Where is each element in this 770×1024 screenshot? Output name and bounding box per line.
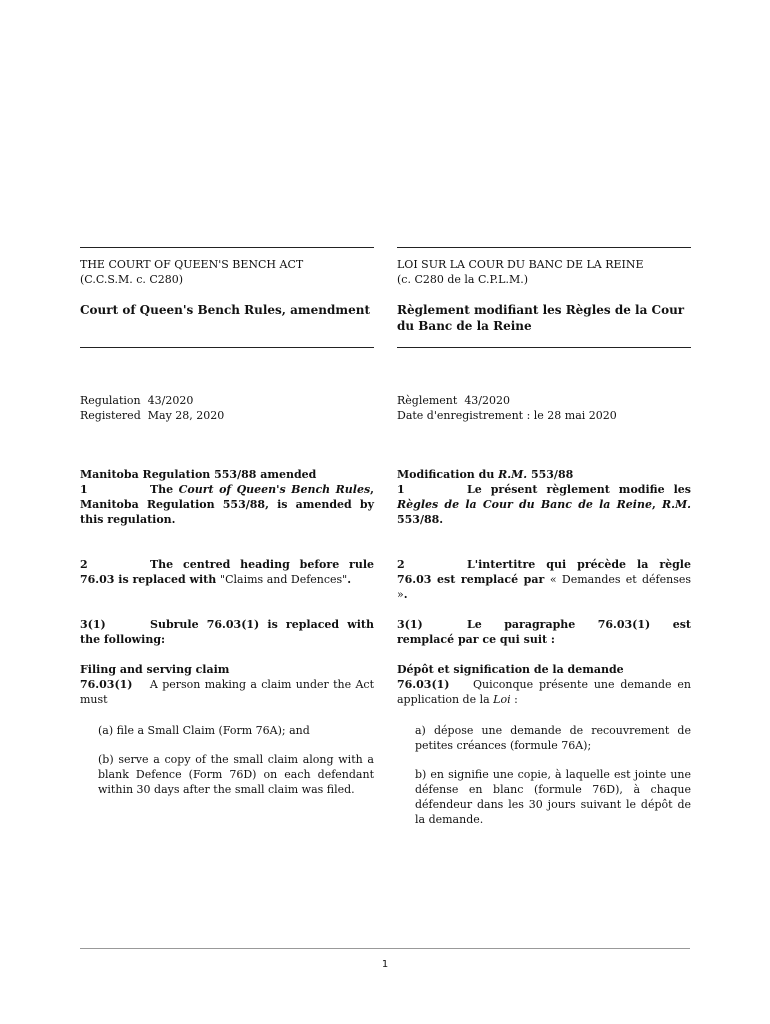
en-act-name: THE COURT OF QUEEN'S BENCH ACT — [80, 258, 304, 271]
header-rule-left-top — [80, 247, 374, 248]
fr-item-b: b) en signifie une copie, à laquelle est jointe une défense en blanc (formule 76D), à chaque défendeur dans les 30 jours suivant le dépôt de la demande. — [415, 768, 691, 826]
fr-rule-text-pre: Quiconque présente une demande en application de la — [397, 678, 691, 706]
fr-act-name: LOI SUR LA COUR DU BANC DE LA REINE — [397, 258, 644, 271]
en-registered-value: May 28, 2020 — [147, 409, 225, 422]
en-s1-heading: Manitoba Regulation 553/88 amended — [80, 468, 317, 481]
en-s1-text-post: , Manitoba Regulation 553/88, is amended by this regulation. — [80, 483, 374, 526]
en-reg-label: Regulation — [80, 394, 141, 407]
fr-s2-quote: « Demandes et défenses » — [397, 573, 692, 601]
en-rule-text: A person making a claim under the Act must — [80, 678, 374, 706]
en-s1-text-pre: The — [150, 483, 179, 496]
fr-rule-text-post: : — [510, 693, 518, 706]
footer-rule — [80, 948, 690, 949]
fr-rule-num: 76.03(1) — [397, 678, 450, 691]
en-s3-text: Subrule 76.03(1) is replaced with the following: — [80, 618, 374, 646]
fr-s1-heading-post: 553/88 — [527, 468, 574, 481]
en-sub-heading: Filing and serving claim — [80, 663, 230, 676]
en-item-b: (b) serve a copy of the small claim along with a blank Defence (Form 76D) on each defendant within 30 days after the small claim was filed. — [98, 753, 374, 796]
fr-s1-heading — [397, 467, 691, 482]
fr-s1-comma: , — [651, 498, 663, 511]
en-s2-text: The centred heading before rule 76.03 is replaced with — [80, 558, 374, 586]
en-rule-block — [80, 662, 374, 707]
fr-s3-num: 3(1) — [397, 618, 423, 631]
fr-section-1 — [397, 467, 691, 527]
en-regulation-info — [80, 393, 374, 423]
en-section-1 — [80, 467, 374, 527]
fr-s1-text-post: 553/88. — [397, 513, 444, 526]
header-rule-left-bottom — [80, 347, 374, 348]
en-s1-italic: Court of Queen's Bench Rules — [178, 483, 371, 496]
en-reg-value: 43/2020 — [147, 394, 194, 407]
en-section-3 — [80, 617, 374, 647]
header-rule-right-bottom — [397, 347, 691, 348]
en-s2-num: 2 — [80, 558, 88, 571]
fr-s1-italic: Règles de la Cour du Banc de la Reine — [397, 498, 652, 511]
en-rule-num: 76.03(1) — [80, 678, 133, 691]
en-s2-period: . — [347, 573, 352, 586]
en-title: Court of Queen's Bench Rules, amendment — [80, 303, 370, 317]
fr-s1-heading-pre: Modification du — [397, 468, 499, 481]
en-act-ref: (C.C.S.M. c. C280) — [80, 273, 184, 286]
en-item-a: (a) file a Small Claim (Form 76A); and — [98, 724, 310, 737]
fr-s1-num: 1 — [397, 483, 405, 496]
en-registered-label: Registered — [80, 409, 141, 422]
fr-s2-text: L'intertitre qui précède la règle 76.03 est remplacé par — [397, 558, 691, 586]
fr-s3-text: Le paragraphe 76.03(1) est remplacé par ce qui suit : — [397, 618, 691, 646]
page-number: 1 — [381, 959, 389, 970]
fr-act-heading — [397, 257, 691, 287]
fr-title: Règlement modifiant les Règles de la Cour du Banc de la Reine — [397, 303, 685, 333]
fr-rule-block — [397, 662, 691, 707]
en-s3-num: 3(1) — [80, 618, 106, 631]
fr-item-a: a) dépose une demande de recouvrement de petites créances (formule 76A); — [415, 724, 691, 752]
fr-section-3 — [397, 617, 691, 647]
fr-rule-text-italic: Loi — [493, 693, 511, 706]
fr-s1-heading-italic: R.M. — [498, 468, 528, 481]
fr-regulation-info — [397, 393, 691, 423]
en-s1-num: 1 — [80, 483, 88, 496]
en-section-2 — [80, 557, 374, 587]
fr-act-ref: (c. C280 de la C.P.L.M.) — [397, 273, 529, 286]
fr-registered-line: Date d'enregistrement : le 28 mai 2020 — [397, 409, 617, 422]
fr-s1-italic2: R.M. — [662, 498, 691, 511]
en-s2-quote: "Claims and Defences" — [220, 573, 348, 586]
fr-s2-num: 2 — [397, 558, 405, 571]
fr-section-2 — [397, 557, 691, 602]
header-rule-right-top — [397, 247, 691, 248]
fr-sub-heading: Dépôt et signification de la demande — [397, 663, 624, 676]
fr-reg-value: 43/2020 — [464, 394, 511, 407]
en-act-heading — [80, 257, 374, 287]
fr-s2-period: . — [403, 588, 408, 601]
fr-reg-label: Règlement — [397, 394, 458, 407]
fr-s1-text-pre: Le présent règlement modifie les — [467, 483, 691, 496]
